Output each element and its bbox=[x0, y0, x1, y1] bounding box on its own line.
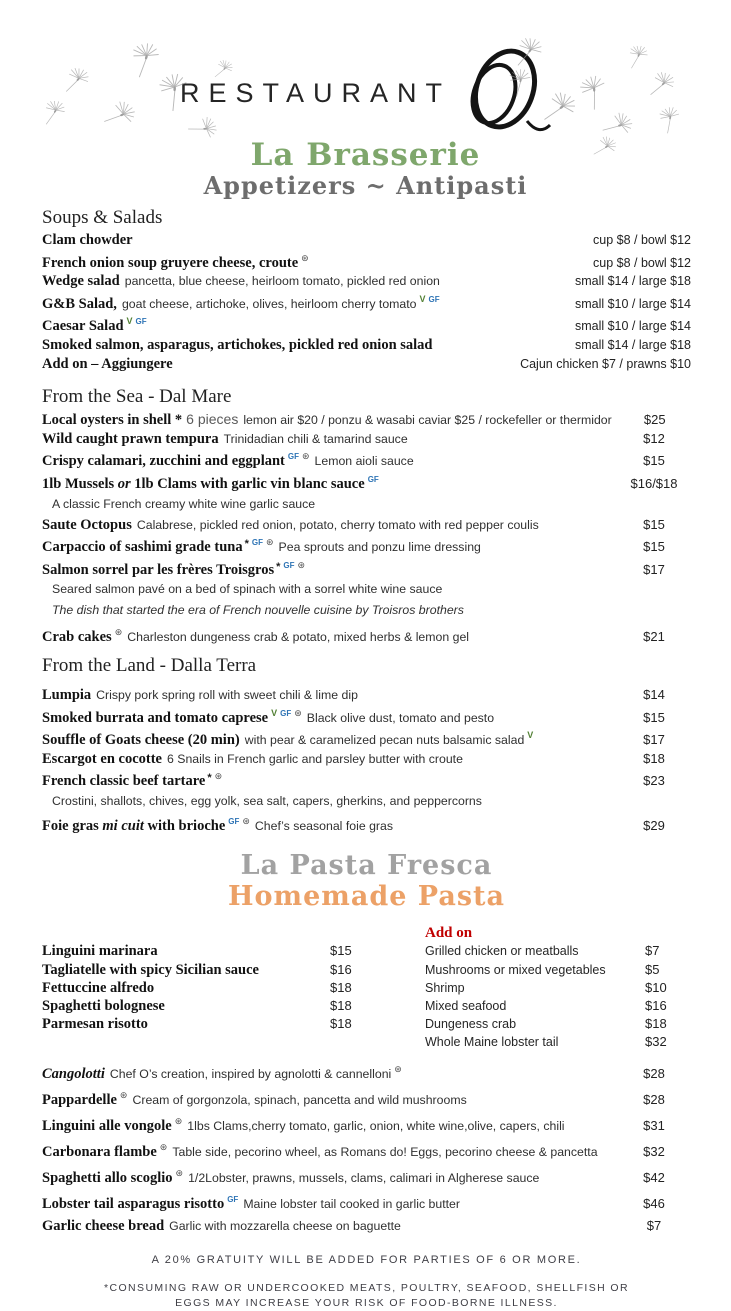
allergen-icon: ⊛ bbox=[159, 1141, 168, 1152]
menu-item bbox=[42, 534, 691, 557]
menu-item-price: $17 bbox=[643, 561, 665, 577]
menu-item-text bbox=[42, 557, 611, 580]
item-description: Chef’s seasonal foie gras bbox=[254, 818, 393, 833]
menu-item bbox=[42, 1113, 691, 1136]
menu-item-price: $21 bbox=[643, 629, 665, 645]
menu-item-price: small $10 / large $14 bbox=[574, 319, 691, 334]
menu-item-text bbox=[42, 768, 611, 791]
section-items bbox=[42, 411, 691, 647]
pasta-basic-list bbox=[42, 924, 394, 1051]
menu-content bbox=[0, 207, 731, 1311]
menu-item-name: Parmesan risotto bbox=[42, 1016, 148, 1033]
vegetarian-mark: V bbox=[527, 730, 534, 741]
item-description: Chef O’s creation, inspired by agnolotti & cannelloni bbox=[109, 1066, 392, 1081]
menu-item-price: $14 bbox=[643, 686, 665, 702]
menu-item-text bbox=[42, 471, 611, 494]
allergen-icon: ⊛ bbox=[394, 1063, 402, 1074]
menu-item bbox=[42, 272, 691, 291]
item-description: Calabrese, pickled red onion, potato, cherry tomato with red pepper coulis bbox=[136, 517, 539, 532]
item-name: Salmon sorrel par les frères Troisgros bbox=[42, 561, 275, 578]
addon-list bbox=[425, 942, 691, 1051]
item-description: Crispy pork spring roll with sweet chili & lime dip bbox=[96, 687, 358, 702]
item-name: Escargot en cocotte bbox=[42, 750, 162, 767]
gluten-free-mark: GF bbox=[367, 474, 379, 484]
menu-item-price: small $14 / large $18 bbox=[574, 274, 691, 289]
allergen-icon: ⊛ bbox=[265, 537, 274, 548]
allergen-icon: ⊛ bbox=[114, 627, 123, 638]
menu-item-subtext: The dish that started the era of French nouvelle cuisine by Troisros brothers bbox=[52, 603, 464, 618]
menu-item-price: $16/$18 bbox=[630, 475, 678, 491]
menu-item-price: cup $8 / bowl $12 bbox=[593, 255, 691, 270]
section-from-the-land bbox=[42, 655, 691, 836]
menu-item-price: small $14 / large $18 bbox=[574, 337, 691, 352]
menu-item-text bbox=[42, 1087, 611, 1110]
section-heading: From the Sea - Dal Mare bbox=[42, 386, 232, 408]
item-name-italic: or bbox=[117, 475, 131, 492]
item-description: Lemon aioli sauce bbox=[314, 454, 414, 469]
allergen-icon: ⊛ bbox=[302, 451, 310, 462]
menu-item bbox=[42, 768, 691, 791]
allergen-icon: ⊛ bbox=[242, 815, 250, 826]
menu-item-price: $29 bbox=[643, 817, 665, 833]
item-description: 1/2Lobster, prawns, mussels, clams, calimari in Algherese sauce bbox=[188, 1171, 540, 1186]
menu-item bbox=[42, 961, 394, 979]
menu-item-price: $42 bbox=[643, 1170, 665, 1186]
menu-item bbox=[42, 430, 691, 449]
menu-item bbox=[42, 997, 394, 1015]
item-name: Crab cakes bbox=[42, 629, 112, 646]
item-name: Lobster tail asparagus risotto bbox=[42, 1196, 225, 1213]
menu-item-price: $15 bbox=[330, 943, 352, 959]
gluten-free-mark: GF bbox=[228, 816, 240, 826]
menu-item bbox=[42, 813, 691, 836]
menu-item-price: $23 bbox=[643, 773, 665, 789]
item-name: Smoked burrata and tomato caprese bbox=[42, 709, 269, 726]
item-name: 1lb Mussels bbox=[42, 475, 118, 492]
menu-item-price: $15 bbox=[643, 516, 665, 532]
item-name: Carbonara flambe bbox=[42, 1143, 157, 1160]
menu-item-price: $46 bbox=[643, 1196, 665, 1212]
menu-item-price: $16 bbox=[330, 961, 352, 977]
menu-item-price: $15 bbox=[643, 453, 665, 469]
restaurant-logo-icon bbox=[455, 39, 551, 142]
section-soups-salads bbox=[42, 207, 691, 373]
item-name: Carpaccio of sashimi grade tuna bbox=[42, 539, 243, 556]
gluten-free-mark: GF bbox=[135, 317, 147, 327]
menu-item-name: Dungeness crab bbox=[425, 1017, 517, 1032]
pasta-addon-column bbox=[425, 924, 691, 1051]
item-description: with pear & caramelized pecan nuts balsamic salad bbox=[244, 733, 525, 748]
menu-item bbox=[42, 250, 691, 273]
menu-item-price: $31 bbox=[643, 1117, 665, 1133]
menu-item-name: Whole Maine lobster tail bbox=[425, 1035, 559, 1050]
item-description: Black olive dust, tomato and pesto bbox=[306, 710, 495, 725]
menu-item bbox=[42, 1061, 691, 1084]
item-portion: 6 pieces bbox=[186, 411, 239, 428]
item-name: Lumpia bbox=[42, 686, 92, 703]
menu-item-text bbox=[42, 727, 611, 750]
gluten-free-mark: GF bbox=[251, 538, 263, 548]
menu-item-subtext: A classic French creamy white wine garlic sauce bbox=[52, 496, 316, 511]
menu-item bbox=[42, 1191, 691, 1214]
gratuity-note: A 20% GRATUITY WILL BE ADDED FOR PARTIES OF 6 OR MORE. bbox=[151, 1253, 582, 1266]
menu-item-price: $28 bbox=[643, 1065, 665, 1081]
raw-asterisk-mark: * bbox=[276, 560, 281, 573]
item-description: goat cheese, artichoke, olives, heirloom cherry tomato bbox=[121, 296, 417, 311]
menu-item-text bbox=[42, 1061, 611, 1084]
menu-item bbox=[42, 471, 691, 494]
menu-item-text bbox=[42, 430, 611, 449]
menu-item bbox=[425, 961, 691, 979]
menu-item-price: $18 bbox=[330, 979, 352, 995]
allergen-icon: ⊛ bbox=[294, 707, 302, 718]
menu-item-text bbox=[42, 1139, 611, 1162]
menu-item-name: Linguini marinara bbox=[42, 943, 158, 960]
menu-item-text bbox=[42, 686, 611, 705]
menu-item bbox=[42, 411, 691, 430]
pasta-title-italian: La Pasta Fresca bbox=[240, 850, 493, 882]
menu-item-price: $18 bbox=[330, 998, 352, 1014]
item-name: G&B Salad, bbox=[42, 295, 117, 312]
menu-item-price: Cajun chicken $7 / prawns $10 bbox=[520, 356, 691, 371]
vegetarian-mark: V bbox=[126, 316, 133, 327]
menu-item-text bbox=[42, 705, 611, 728]
allergen-icon: ⊛ bbox=[175, 1168, 184, 1179]
addon-heading: Add on bbox=[425, 925, 473, 942]
menu-item-name: Spaghetti bolognese bbox=[42, 998, 165, 1015]
item-name: Souffle of Goats cheese (20 min) bbox=[42, 732, 240, 749]
allergen-icon: ⊛ bbox=[174, 1115, 183, 1126]
menu-item-price: $10 bbox=[645, 979, 667, 995]
menu-item-text bbox=[42, 1191, 611, 1214]
menu-item-price: $15 bbox=[643, 539, 665, 555]
item-name-italic: mi cuit bbox=[98, 817, 148, 834]
menu-item-price: $7 bbox=[646, 1218, 662, 1234]
item-name: Clam chowder bbox=[42, 232, 133, 248]
gluten-free-mark: GF bbox=[280, 708, 292, 718]
menu-item bbox=[42, 355, 691, 374]
menu-item-text bbox=[42, 1217, 611, 1236]
item-name-italic: Cangolotti bbox=[42, 1065, 105, 1082]
menu-item-price: $12 bbox=[643, 430, 665, 446]
item-description: Table side, pecorino wheel, as Romans do! Eggs, pecorino cheese & pancetta bbox=[172, 1144, 598, 1159]
item-name: Wild caught prawn tempura bbox=[42, 430, 219, 447]
menu-item-name: Mixed seafood bbox=[425, 999, 507, 1014]
section-items bbox=[42, 686, 691, 836]
menu-item bbox=[42, 291, 691, 314]
allergen-icon: ⊛ bbox=[214, 771, 223, 782]
menu-item bbox=[425, 997, 691, 1015]
menu-item-text bbox=[42, 272, 575, 291]
item-name: Caesar Salad bbox=[42, 318, 124, 335]
menu-item-text bbox=[42, 448, 611, 471]
item-name: 1lb Clams with garlic vin blanc sauce bbox=[130, 475, 365, 492]
menu-item-price: small $10 / large $14 bbox=[574, 296, 691, 311]
item-description: 6 Snails in French garlic and parsley butter with croute bbox=[166, 751, 463, 766]
menu-item-price: $17 bbox=[643, 732, 665, 748]
menu-item-text bbox=[42, 411, 612, 430]
menu-item-subtext: Crostini, shallots, chives, egg yolk, sea salt, capers, gherkins, and peppercorns bbox=[52, 793, 482, 808]
gluten-free-mark: GF bbox=[287, 452, 299, 462]
item-description: Trinidadian chili & tamarind sauce bbox=[223, 431, 408, 446]
menu-item-name: Shrimp bbox=[425, 980, 465, 995]
menu-item-price: $7 bbox=[645, 943, 660, 959]
menu-item-price: $18 bbox=[330, 1016, 352, 1032]
menu-item bbox=[42, 1087, 691, 1110]
item-description: Garlic with mozzarella cheese on baguette bbox=[169, 1219, 401, 1234]
menu-item-price: $15 bbox=[643, 709, 665, 725]
raw-asterisk-mark: * bbox=[207, 772, 212, 785]
menu-item bbox=[425, 1015, 691, 1033]
menu-item-price: $18 bbox=[645, 1016, 667, 1032]
menu-item bbox=[425, 979, 691, 997]
menu-item bbox=[42, 750, 691, 769]
menu-item-subtext: Seared salmon pavé on a bed of spinach with a sorrel white wine sauce bbox=[52, 582, 443, 597]
gluten-free-mark: GF bbox=[283, 560, 295, 570]
raw-asterisk-mark: * bbox=[244, 538, 249, 551]
item-description: Cream of gorgonzola, spinach, pancetta and wild mushrooms bbox=[132, 1092, 467, 1107]
menu-item-text bbox=[42, 231, 593, 250]
pasta-title-english: Homemade Pasta bbox=[227, 881, 506, 913]
menu-item-text bbox=[42, 336, 575, 355]
menu-item-price: $32 bbox=[643, 1143, 665, 1159]
allergen-icon: ⊛ bbox=[301, 252, 309, 263]
allergen-icon: ⊛ bbox=[119, 1089, 128, 1100]
menu-item bbox=[42, 727, 691, 750]
menu-item-text bbox=[42, 624, 611, 647]
item-description: pancetta, blue cheese, heirloom tomato, pickled red onion bbox=[124, 274, 440, 289]
menu-item-price: $18 bbox=[643, 750, 665, 766]
item-name: Wedge salad bbox=[42, 273, 120, 290]
item-name: with brioche bbox=[147, 817, 226, 834]
item-name: Spaghetti allo scoglio bbox=[42, 1170, 173, 1187]
item-description: lemon air $20 / ponzu & wasabi caviar $25 / rockefeller or thermidor bbox=[243, 413, 612, 428]
menu-item-price: $16 bbox=[645, 998, 667, 1014]
menu-item-price: $5 bbox=[645, 961, 660, 977]
item-description: 1lbs Clams,cherry tomato, garlic, onion, white wine,olive, capers, chili bbox=[187, 1118, 565, 1133]
menu-item-price: cup $8 / bowl $12 bbox=[593, 233, 691, 247]
menu-item bbox=[42, 1217, 691, 1236]
menu-item bbox=[42, 686, 691, 705]
restaurant-name: RESTAURANT bbox=[179, 77, 451, 108]
pasta-columns bbox=[42, 924, 691, 1051]
menu-item bbox=[42, 942, 394, 960]
section-heading: Soups & Salads bbox=[42, 207, 163, 228]
item-name: Linguini alle vongole bbox=[42, 1117, 172, 1134]
item-name: French onion soup gruyere cheese, croute bbox=[42, 254, 299, 271]
vegetarian-mark: V bbox=[271, 707, 278, 718]
menu-item bbox=[42, 313, 691, 336]
restaurant-brand bbox=[0, 50, 731, 136]
item-description: Maine lobster tail cooked in garlic butter bbox=[243, 1197, 460, 1212]
menu-item-text bbox=[42, 1113, 611, 1136]
menu-item-text bbox=[42, 534, 611, 557]
section-heading: From the Land - Dalla Terra bbox=[42, 654, 257, 676]
item-name: Smoked salmon, asparagus, artichokes, pickled red onion salad bbox=[42, 336, 433, 353]
menu-item bbox=[42, 516, 691, 535]
section-items bbox=[42, 1061, 691, 1236]
item-name: Crispy calamari, zucchini and eggplant bbox=[42, 453, 285, 470]
menu-item-name: Mushrooms or mixed vegetables bbox=[425, 962, 606, 977]
item-name: French classic beef tartare bbox=[42, 773, 206, 790]
menu-item bbox=[42, 705, 691, 728]
menu-item bbox=[42, 1015, 394, 1033]
section-items bbox=[42, 231, 691, 373]
menu-item-text bbox=[42, 313, 575, 336]
menu-item-name: Grilled chicken or meatballs bbox=[425, 944, 579, 959]
item-name: Garlic cheese bread bbox=[42, 1218, 165, 1235]
item-description: Pea sprouts and ponzu lime dressing bbox=[278, 540, 481, 555]
item-name: Foie gras bbox=[42, 817, 99, 834]
menu-item-text bbox=[42, 1165, 611, 1188]
section-specialty-pasta bbox=[42, 1061, 691, 1236]
menu-item-text bbox=[42, 516, 611, 535]
menu-item-text bbox=[42, 750, 611, 769]
vegetarian-mark: V bbox=[419, 293, 426, 304]
item-name: Local oysters in shell * bbox=[42, 412, 183, 429]
menu-title-appetizers: Appetizers ~ Antipasti bbox=[203, 171, 528, 200]
gluten-free-mark: GF bbox=[428, 294, 440, 304]
menu-item bbox=[42, 979, 394, 997]
item-name: Add on – Aggiungere bbox=[42, 355, 173, 372]
section-from-the-sea bbox=[42, 386, 691, 647]
menu-item-name: Fettuccine alfredo bbox=[42, 979, 155, 996]
menu-item bbox=[42, 448, 691, 471]
gluten-free-mark: GF bbox=[227, 1195, 239, 1205]
menu-item-text bbox=[42, 291, 575, 314]
item-name: Saute Octopus bbox=[42, 516, 132, 533]
menu-item bbox=[42, 231, 691, 250]
menu-item-text bbox=[42, 813, 611, 836]
menu-item bbox=[42, 336, 691, 355]
menu-title-la-brasserie: La Brasserie bbox=[250, 137, 481, 173]
menu-item bbox=[425, 942, 691, 960]
menu-item bbox=[42, 1139, 691, 1162]
menu-item bbox=[42, 1165, 691, 1188]
menu-item-text bbox=[42, 250, 593, 273]
allergen-icon: ⊛ bbox=[297, 559, 306, 570]
menu-item-price: $32 bbox=[645, 1034, 667, 1050]
menu-item-price: $25 bbox=[643, 412, 666, 428]
item-name: Pappardelle bbox=[42, 1091, 117, 1108]
item-description: Charleston dungeness crab & potato, mixed herbs & lemon gel bbox=[127, 630, 470, 645]
menu-item-price: $28 bbox=[643, 1091, 665, 1107]
menu-item bbox=[42, 557, 691, 580]
menu-item bbox=[42, 624, 691, 647]
menu-item-text bbox=[42, 355, 520, 374]
menu-item bbox=[425, 1033, 691, 1051]
menu-item-name: Tagliatelle with spicy Sicilian sauce bbox=[42, 961, 259, 978]
health-disclaimer: *CONSUMING RAW OR UNDERCOOKED MEATS, POULTRY, SEAFOOD, SHELLFISH OR EGGS MAY INCREASE YOUR RISK OF FOOD-BORNE ILLNESS. bbox=[104, 1281, 629, 1309]
